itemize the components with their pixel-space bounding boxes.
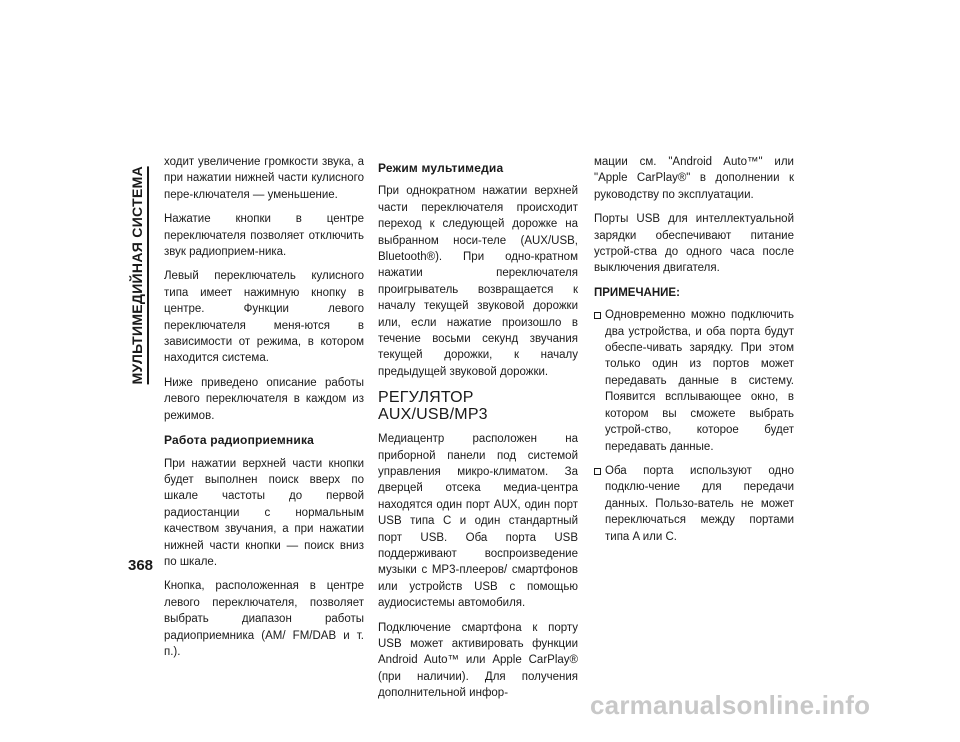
note-bullet — [594, 307, 794, 455]
column-left — [164, 154, 364, 668]
note-bullet-text: Одновременно можно подключить два устройства, и оба порта будут обеспе-чивать зарядку. При этом только один из портов может передавать данные в систему. Появится всплывающее окно, в котором вы сможете выбрать устрой-ство, которое будет передавать данные. — [605, 309, 794, 453]
paragraph: Порты USB для интеллектуальной зарядки обеспечивают питание устрой-ства до одного часа после выключения двигателя. — [594, 213, 794, 275]
paragraph: Ниже приведено описание работы левого переключателя в каждом из режимов. — [164, 376, 364, 422]
note-bullet-text: Оба порта используют одно подклю-чение для передачи данных. Пользо-ватель не может переключаться между портами типа A или C. — [605, 464, 794, 543]
checkbox-bullet-icon — [594, 312, 601, 319]
paragraph: Левый переключатель кулисного типа имеет нажимную кнопку в центре. Функции левого переключателя меня-ются в зависимости от режима, в котором находится система. — [164, 270, 364, 365]
heading-media-mode: Режим мультимедиа — [378, 161, 504, 175]
heading-radio: Работа радиоприемника — [164, 433, 315, 448]
page-number: 368 — [128, 557, 154, 574]
paragraph: При нажатии верхней части кнопки будет выполнен поиск вверх по шкале частоты до первой радиостанции с нормальным качеством звучания, а при нажатии нижней части кнопки — поиск вниз по шкале. — [164, 457, 364, 568]
heading-aux-usb-mp3: РЕГУЛЯТОР AUX/USB/MP3 — [378, 389, 488, 423]
paragraph: Кнопка, расположенная в центре левого переключателя, позволяет выбрать диапазон работы радиоприемника (AM/ FM/DAB и т. п.). — [164, 580, 364, 658]
watermark: carmanualsonline.info — [590, 690, 871, 720]
paragraph: При однократном нажатии верхней части переключателя происходит переход к следующей дорожке на выбранном носи-теле (AUX/USB, Bluetooth®). При одно-кратном нажатии переключателя проигрыватель возвращается к началу текущей звуковой дорожки или, если нажатие произошло в течение восьми секунд звучания текущей дорожки, к началу предыдущей звуковой дорожки. — [378, 185, 578, 378]
checkbox-bullet-icon — [594, 468, 601, 475]
paragraph: Медиацентр расположен на приборной панели под системой управления микро-климатом. За дверцей отсека медиа-центра находятся один порт AUX, один порт USB типа C и один стандартный порт USB. Оба порта USB поддерживают воспроизведение музыки с MP3-плееров/ смартфонов или устройств USB с помощью аудиосистемы автомобиля. — [378, 433, 578, 610]
paragraph: мации см. "Android Auto™" или "Apple CarPlay®" в дополнении к руководству по эксплуатации. — [594, 156, 794, 201]
column-middle — [378, 154, 578, 710]
note-title: ПРИМЕЧАНИЕ: — [594, 286, 680, 299]
paragraph: Подключение смартфона к порту USB может активировать функции Android Auto™ или Apple CarPlay® (при наличии). Для получения дополнительной инфор- — [378, 621, 578, 700]
column-right — [594, 154, 794, 553]
paragraph: Нажатие кнопки в центре переключателя позволяет отключить звук радиоприем-ника. — [164, 213, 364, 259]
section-side-title-text: МУЛЬТИМЕДИЙНАЯ СИСТЕМА — [128, 166, 149, 384]
note-bullet — [594, 463, 794, 545]
paragraph: ходит увеличение громкости звука, а при нажатии нижней части кулисного пере-ключателя — уменьшение. — [164, 156, 364, 201]
